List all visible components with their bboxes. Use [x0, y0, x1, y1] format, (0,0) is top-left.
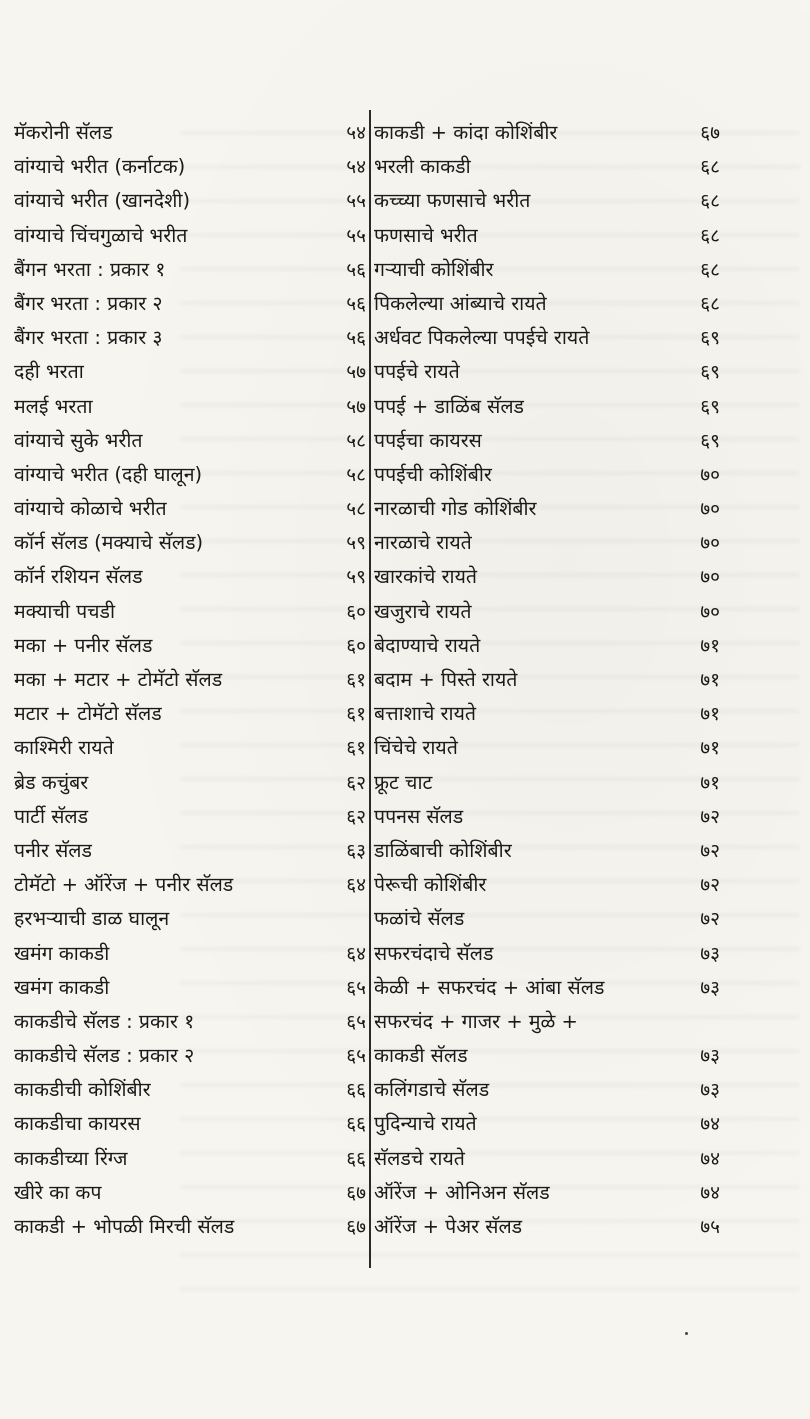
toc-entry-title: काकडीचा कायरस — [14, 1112, 141, 1136]
toc-entry — [14, 253, 366, 287]
toc-entry-title: बैंगन भरता : प्रकार १ — [14, 257, 166, 281]
toc-entry — [374, 1107, 720, 1141]
toc-entry — [14, 1005, 366, 1039]
toc-entry-page-number: ६६ — [346, 1147, 366, 1170]
toc-entry-title: सफरचंद + गाजर + मुळे + — [374, 1009, 578, 1033]
toc-entry-page-number: ६४ — [346, 874, 366, 897]
toc-right-column — [374, 116, 720, 1244]
toc-entry-page-number: ७१ — [700, 634, 720, 657]
toc-entry-page-number: ६० — [346, 634, 366, 657]
toc-entry-page-number: ६५ — [346, 976, 366, 999]
toc-entry-title: नारळाचे रायते — [374, 531, 472, 555]
toc-entry — [14, 766, 366, 800]
toc-entry-title: मका + मटार + टोमॅटो सॅलड — [14, 668, 223, 691]
toc-entry — [14, 731, 366, 765]
toc-entry — [374, 560, 720, 594]
toc-entry — [374, 902, 720, 936]
toc-entry — [14, 321, 366, 355]
toc-entry-page-number: ६८ — [700, 258, 720, 281]
toc-entry — [374, 731, 720, 765]
toc-entry — [374, 526, 720, 560]
toc-entry-page-number: ५६ — [346, 327, 366, 350]
toc-entry-title: हरभऱ्याची डाळ घालून — [14, 907, 170, 931]
toc-entry-page-number: ७४ — [700, 1181, 720, 1204]
toc-entry-page-number: ७० — [700, 532, 720, 555]
toc-entry-page-number: ७३ — [700, 1045, 720, 1068]
toc-entry-page-number: ५९ — [346, 566, 366, 589]
toc-entry — [14, 937, 366, 971]
toc-left-column — [14, 116, 366, 1244]
toc-entry-title: बेदाण्याचे रायते — [374, 633, 481, 657]
toc-entry-page-number: ७२ — [700, 839, 720, 862]
toc-entry — [374, 219, 720, 253]
toc-entry-title: फळांचे सॅलड — [374, 907, 465, 931]
toc-entry-title: काश्मिरी रायते — [14, 736, 114, 760]
toc-entry-page-number: ६६ — [346, 1079, 366, 1102]
toc-entry-title: खजुराचे रायते — [374, 599, 472, 623]
toc-entry-title: वांग्याचे भरीत (कर्नाटक) — [14, 155, 186, 179]
toc-entry-title: कॉर्न सॅलड (मक्याचे सॅलड) — [14, 531, 204, 555]
toc-entry-title: केळी + सफरचंद + आंबा सॅलड — [374, 975, 605, 999]
toc-entry-page-number: ७० — [700, 566, 720, 589]
toc-entry-page-number: ७० — [700, 600, 720, 623]
toc-entry-title: बत्ताशाचे रायते — [374, 702, 477, 726]
toc-entry-page-number: ७३ — [700, 976, 720, 999]
toc-entry-page-number: ६८ — [700, 190, 720, 213]
toc-entry — [14, 1073, 366, 1107]
toc-entry-title: काकडीचे सॅलड : प्रकार २ — [14, 1044, 195, 1068]
toc-entry-title: पिकलेल्या आंब्याचे रायते — [374, 291, 547, 315]
toc-entry — [374, 1176, 720, 1210]
toc-entry — [14, 1142, 366, 1176]
toc-entry-page-number: ६२ — [346, 771, 366, 794]
toc-entry-title: मलई भरता — [14, 394, 93, 418]
toc-entry-page-number: ५४ — [346, 122, 366, 144]
toc-entry-page-number: ६४ — [346, 942, 366, 965]
toc-entry-title: पपईची कोशिंबीर — [374, 462, 492, 486]
toc-entry-page-number: ५९ — [346, 532, 366, 555]
toc-entry-page-number: ७१ — [700, 737, 720, 760]
toc-entry-title: ऑरेंज + पेअर सॅलड — [374, 1215, 523, 1238]
toc-entry-page-number: ७२ — [700, 908, 720, 931]
toc-entry-title: कलिंगडाचे सॅलड — [374, 1078, 490, 1102]
toc-entry-title: चिंचेचे रायते — [374, 736, 458, 760]
toc-entry-title: सॅलडचे रायते — [374, 1146, 465, 1170]
toc-entry-title: काकडीची कोशिंबीर — [14, 1078, 151, 1102]
toc-entry — [374, 697, 720, 731]
toc-entry — [374, 116, 720, 150]
toc-entry — [374, 937, 720, 971]
toc-entry-title: काकडी + कांदा कोशिंबीर — [374, 121, 558, 144]
toc-entry-title: पनीर सॅलड — [14, 838, 92, 862]
toc-entry-title: सफरचंदाचे सॅलड — [374, 941, 494, 965]
toc-entry-page-number: ७२ — [700, 874, 720, 897]
toc-entry-page-number: ५८ — [346, 463, 366, 486]
toc-entry-title: नारळाची गोड कोशिंबीर — [374, 497, 537, 521]
toc-entry — [14, 697, 366, 731]
toc-entry — [14, 1210, 366, 1244]
toc-entry-page-number: ६७ — [346, 1216, 366, 1238]
toc-entry — [14, 595, 366, 629]
toc-entry — [374, 150, 720, 184]
toc-entry — [14, 184, 366, 218]
page-speck — [685, 1332, 688, 1335]
toc-entry-page-number: ६० — [346, 600, 366, 623]
toc-entry-page-number: ६२ — [346, 805, 366, 828]
toc-entry — [374, 971, 720, 1005]
toc-entry-title: पुदिन्याचे रायते — [374, 1112, 477, 1136]
toc-entry-page-number: ७४ — [700, 1113, 720, 1136]
toc-entry-page-number: ७१ — [700, 703, 720, 726]
toc-entry-title: बैंगर भरता : प्रकार ३ — [14, 326, 163, 350]
toc-entry — [14, 800, 366, 834]
toc-entry — [374, 492, 720, 526]
toc-entry-title: पेरूची कोशिंबीर — [374, 873, 487, 897]
toc-entry-page-number: ६८ — [700, 292, 720, 315]
toc-entry-page-number: ६१ — [346, 737, 366, 760]
toc-entry — [14, 834, 366, 868]
toc-entry-page-number: ७३ — [700, 1079, 720, 1102]
toc-entry-page-number: ५७ — [346, 361, 366, 384]
toc-entry — [374, 1039, 720, 1073]
toc-entry-title: वांग्याचे चिंचगुळाचे भरीत — [14, 223, 188, 247]
toc-entry-page-number: ६९ — [700, 361, 720, 384]
toc-entry — [14, 560, 366, 594]
toc-entry — [374, 834, 720, 868]
toc-entry-title: काकडीचे सॅलड : प्रकार १ — [14, 1009, 195, 1033]
toc-entry — [14, 663, 366, 697]
toc-entry-title: ब्रेड कचुंबर — [14, 770, 89, 794]
toc-entry — [374, 184, 720, 218]
toc-entry — [374, 766, 720, 800]
toc-entry-page-number: ६१ — [346, 703, 366, 726]
toc-entry-page-number: ६८ — [700, 224, 720, 247]
toc-entry-title: वांग्याचे कोळाचे भरीत — [14, 497, 167, 521]
toc-entry-title: खमंग काकडी — [14, 941, 110, 965]
toc-entry — [14, 492, 366, 526]
toc-entry-title: मक्याची पचडी — [14, 599, 116, 623]
toc-entry-page-number: ७२ — [700, 805, 720, 828]
toc-entry-title: फणसाचे भरीत — [374, 223, 478, 247]
toc-entry-title: टोमॅटो + ऑरेंज + पनीर सॅलड — [14, 873, 234, 897]
toc-entry-title: पपईचे रायते — [374, 360, 460, 384]
toc-entry — [14, 287, 366, 321]
toc-entry-page-number: ५८ — [346, 498, 366, 521]
toc-entry-page-number: ५५ — [346, 190, 366, 213]
toc-entry-title: काकडी + भोपळी मिरची सॅलड — [14, 1215, 235, 1238]
toc-entry-title: खारकांचे रायते — [374, 565, 478, 589]
toc-entry — [374, 287, 720, 321]
toc-entry-page-number: ५६ — [346, 258, 366, 281]
toc-entry-page-number: ६३ — [346, 839, 366, 862]
toc-entry — [374, 355, 720, 389]
toc-entry — [374, 458, 720, 492]
toc-entry-title: गऱ्याची कोशिंबीर — [374, 257, 494, 281]
toc-entry-title: मटार + टोमॅटो सॅलड — [14, 702, 162, 726]
toc-entry — [14, 390, 366, 424]
toc-entry — [374, 390, 720, 424]
toc-entry-page-number: ७३ — [700, 942, 720, 965]
toc-entry — [14, 219, 366, 253]
toc-entry-title: कच्च्या फणसाचे भरीत — [374, 189, 531, 213]
toc-entry — [14, 1039, 366, 1073]
toc-entry-page-number: ६९ — [700, 429, 720, 452]
toc-entry-page-number: ७५ — [700, 1216, 720, 1238]
toc-entry-title: पपई + डाळिंब सॅलड — [374, 394, 524, 418]
toc-entry-title: डाळिंबाची कोशिंबीर — [374, 838, 512, 862]
toc-entry — [374, 595, 720, 629]
toc-entry-title: अर्धवट पिकलेल्या पपईचे रायते — [374, 326, 590, 350]
toc-entry-page-number: ६५ — [346, 1045, 366, 1068]
toc-entry — [14, 868, 366, 902]
toc-entry — [374, 868, 720, 902]
toc-entry-page-number: ७० — [700, 498, 720, 521]
toc-entry-title: खमंग काकडी — [14, 975, 110, 999]
toc-entry — [374, 1005, 716, 1039]
toc-entry — [14, 458, 366, 492]
toc-entry-title: दही भरता — [14, 360, 84, 384]
toc-entry-title: पार्टी सॅलड — [14, 804, 89, 828]
toc-entry — [14, 1176, 366, 1210]
toc-entry-page-number: ७४ — [700, 1147, 720, 1170]
toc-entry-page-number: ५५ — [346, 224, 366, 247]
toc-entry-title: पपईचा कायरस — [374, 428, 482, 452]
toc-entry — [374, 1142, 720, 1176]
toc-entry-page-number: ५८ — [346, 429, 366, 452]
toc-entry-page-number: ६९ — [700, 327, 720, 350]
toc-entry-title: बैंगर भरता : प्रकार २ — [14, 291, 163, 315]
toc-entry-title: ऑरेंज + ओनिअन सॅलड — [374, 1180, 550, 1204]
toc-entry — [374, 663, 720, 697]
toc-entry-page-number: ५६ — [346, 292, 366, 315]
toc-entry-page-number: ६५ — [346, 1010, 366, 1033]
toc-entry-page-number: ५४ — [346, 156, 366, 179]
toc-entry — [374, 424, 720, 458]
toc-entry-title: काकडीच्या रिंग्ज — [14, 1146, 128, 1170]
toc-entry — [374, 1210, 720, 1244]
toc-entry-page-number: ६१ — [346, 669, 366, 691]
toc-entry — [14, 1107, 366, 1141]
toc-entry — [374, 629, 720, 663]
toc-entry — [14, 971, 366, 1005]
toc-entry-title: बदाम + पिस्ते रायते — [374, 668, 518, 691]
toc-entry-page-number: ७० — [700, 463, 720, 486]
toc-entry-title: खीरे का कप — [14, 1180, 102, 1204]
toc-entry-title: वांग्याचे भरीत (दही घालून) — [14, 462, 203, 486]
toc-entry-title: मका + पनीर सॅलड — [14, 633, 153, 657]
toc-entry — [14, 629, 366, 663]
toc-entry — [14, 116, 366, 150]
toc-entry-title: वांग्याचे सुके भरीत — [14, 428, 143, 452]
column-divider — [369, 110, 371, 1268]
toc-entry-page-number: ५७ — [346, 395, 366, 418]
toc-entry-title: काकडी सॅलड — [374, 1044, 468, 1068]
toc-entry-title: भरली काकडी — [374, 155, 471, 179]
toc-entry-page-number: ६७ — [346, 1181, 366, 1204]
toc-entry — [14, 424, 366, 458]
toc-entry-title: पपनस सॅलड — [374, 804, 464, 828]
toc-entry — [374, 1073, 720, 1107]
toc-entry-page-number: ७१ — [700, 669, 720, 691]
toc-entry-title: फ्रूट चाट — [374, 770, 433, 794]
toc-entry — [14, 526, 366, 560]
toc-entry — [374, 253, 720, 287]
toc-entry-page-number: ६९ — [700, 395, 720, 418]
toc-entry-page-number: ६७ — [700, 122, 720, 144]
toc-entry-page-number: ६६ — [346, 1113, 366, 1136]
toc-entry — [374, 800, 720, 834]
toc-entry-title: मॅकरोनी सॅलड — [14, 121, 113, 144]
toc-entry-page-number: ६८ — [700, 156, 720, 179]
toc-entry-page-number: ७१ — [700, 771, 720, 794]
toc-entry — [14, 355, 366, 389]
toc-entry — [14, 150, 366, 184]
toc-entry — [374, 321, 720, 355]
toc-entry-title: कॉर्न रशियन सॅलड — [14, 565, 143, 589]
toc-entry — [14, 902, 366, 936]
toc-entry-title: वांग्याचे भरीत (खानदेशी) — [14, 189, 191, 213]
